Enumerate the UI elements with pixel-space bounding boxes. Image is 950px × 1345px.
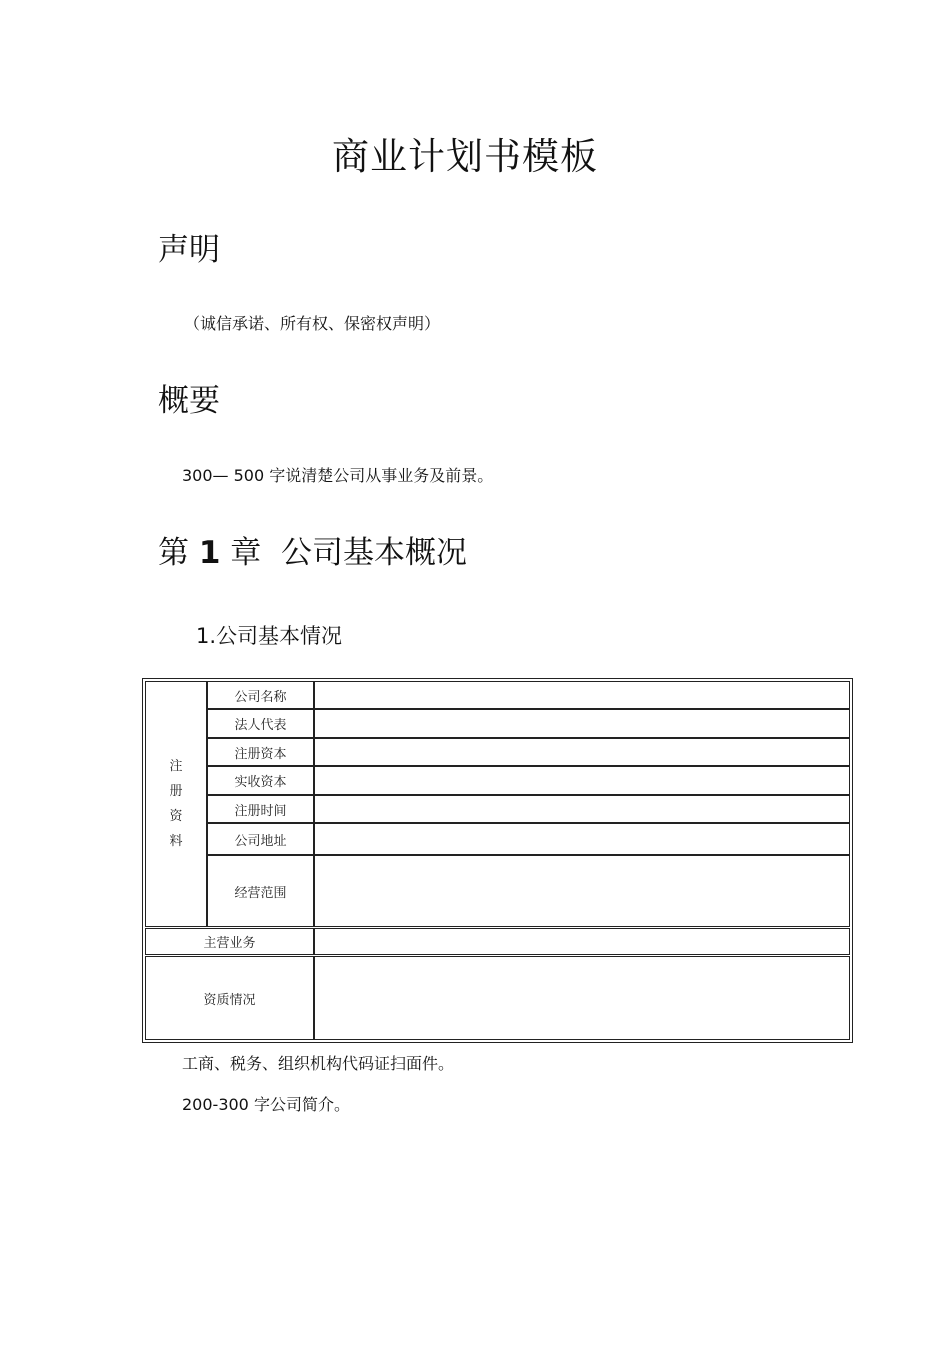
value-cell[interactable] — [314, 855, 850, 927]
chapter-title: 公司基本概况 — [281, 535, 468, 571]
value-cell[interactable] — [314, 766, 850, 795]
value-cell[interactable] — [314, 681, 850, 709]
group-char: 资 — [169, 809, 183, 824]
chapter-heading — [158, 533, 467, 573]
main-business-value[interactable] — [314, 928, 850, 955]
chapter-prefix: 第 — [158, 535, 189, 571]
row-label: 实收资本 — [207, 766, 314, 795]
row-label: 经营范围 — [207, 855, 314, 927]
row-label: 公司名称 — [207, 681, 314, 709]
row-label: 注册时间 — [207, 795, 314, 823]
intro-note: 200-300 字公司简介。 — [182, 1095, 350, 1114]
subsection-heading: 1.公司基本情况 — [196, 624, 343, 648]
row-label: 注册资本 — [207, 738, 314, 766]
qualification-label: 资质情况 — [145, 956, 314, 1040]
company-info-table — [142, 678, 853, 1043]
chapter-suffix: 章 — [230, 535, 262, 571]
summary-text: 300— 500 字说清楚公司从事业务及前景。 — [182, 466, 494, 485]
statement-text: （诚信承诺、所有权、保密权声明） — [184, 314, 441, 333]
statement-heading: 声明 — [158, 232, 220, 268]
value-cell[interactable] — [314, 709, 850, 738]
registration-group-label — [145, 681, 207, 927]
row-label: 法人代表 — [207, 709, 314, 738]
chapter-number: 1 — [198, 535, 221, 571]
qualification-value[interactable] — [314, 956, 850, 1040]
value-cell[interactable] — [314, 795, 850, 823]
group-char: 注 — [169, 759, 183, 774]
document-title: 商业计划书模板 — [332, 135, 598, 178]
value-cell[interactable] — [314, 823, 850, 855]
summary-heading: 概要 — [158, 383, 220, 419]
group-char: 料 — [169, 834, 183, 849]
value-cell[interactable] — [314, 738, 850, 766]
row-label: 公司地址 — [207, 823, 314, 855]
group-char: 册 — [169, 784, 183, 799]
scan-note: 工商、税务、组织机构代码证扫面件。 — [182, 1054, 455, 1073]
main-business-label: 主营业务 — [145, 928, 314, 955]
